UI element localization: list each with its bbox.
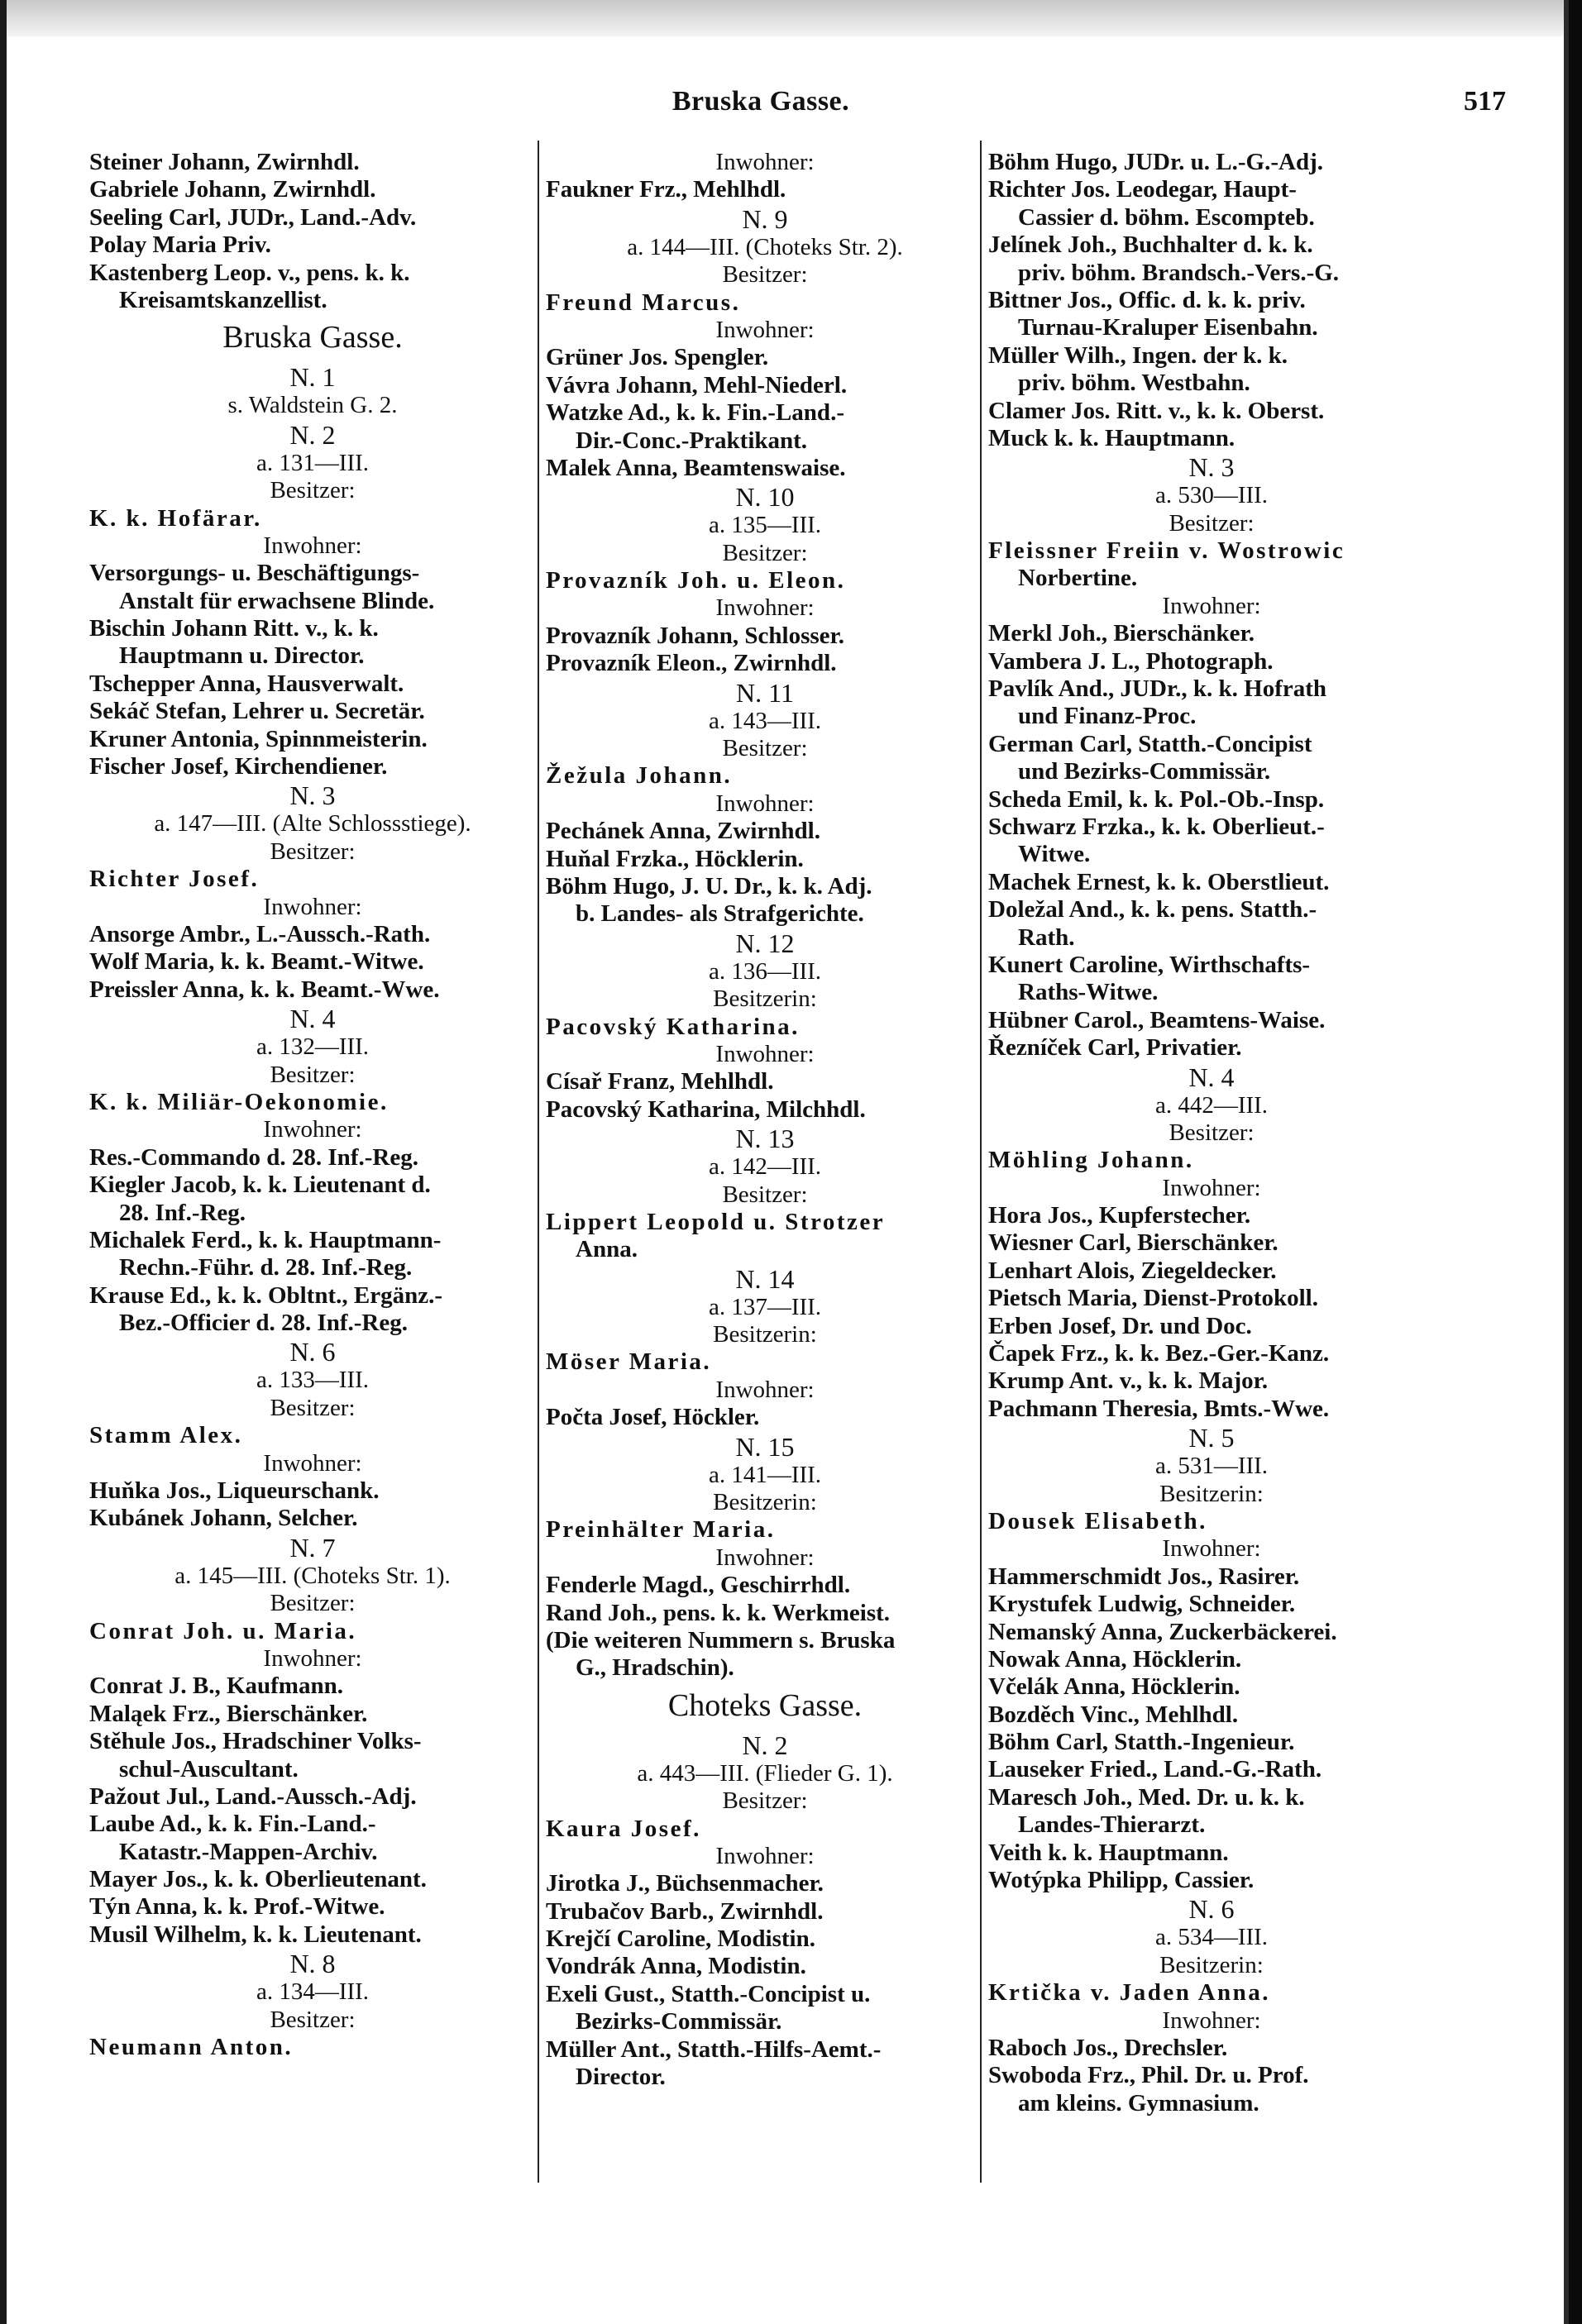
section-label: Besitzerin: xyxy=(713,985,817,1013)
directory-entry-line: Faukner Frz., Mehlhdl. xyxy=(546,176,786,203)
directory-entry-line: Krump Ant. v., k. k. Major. xyxy=(988,1367,1269,1395)
directory-entry-line: Versorgungs- u. Beschäftigungs- xyxy=(89,560,420,587)
house-number: N. 12 xyxy=(735,928,795,958)
owner-name: Möhling Johann. xyxy=(988,1147,1194,1174)
directory-entry-line: am kleins. Gymnasium. xyxy=(1018,2089,1259,2116)
directory-entry-line: Ansorge Ambr., L.-Aussch.-Rath. xyxy=(89,920,431,947)
owner-name: Dousek Elisabeth. xyxy=(988,1507,1207,1534)
directory-column-1 xyxy=(89,149,536,2061)
section-label: a. 144—III. (Choteks Str. 2). xyxy=(627,233,903,260)
section-label: Inwohner: xyxy=(263,1449,362,1477)
section-label: Besitzer: xyxy=(722,735,808,762)
section-label: a. 534—III. xyxy=(1154,1924,1269,1951)
directory-entry-line: Pechánek Anna, Zwirnhdl. xyxy=(546,818,820,845)
column-rule-left xyxy=(538,141,539,2183)
directory-entry-line: Wotýpka Philipp, Cassier. xyxy=(988,1867,1255,1894)
directory-entry-line: Anna. xyxy=(576,1236,638,1263)
section-label: Besitzer: xyxy=(270,477,356,504)
section-label: Besitzer: xyxy=(722,261,808,289)
directory-entry-line: Schwarz Frzka., k. k. Oberlieut.- xyxy=(988,813,1325,840)
directory-entry-line: Grüner Jos. Spengler. xyxy=(546,344,769,371)
directory-entry-line: Hora Jos., Kupferstecher. xyxy=(988,1202,1251,1229)
house-number: N. 11 xyxy=(736,677,794,708)
directory-entry-line: Wolf Maria, k. k. Beamt.-Witwe. xyxy=(89,948,424,976)
directory-entry-line: Erben Josef, Dr. und Doc. xyxy=(988,1312,1252,1339)
directory-entry-line: Nowak Anna, Höcklerin. xyxy=(988,1645,1242,1673)
house-number: N. 13 xyxy=(735,1124,795,1154)
section-label: Inwohner: xyxy=(1162,2007,1261,2034)
directory-entry-line: Hauptmann u. Director. xyxy=(119,642,365,670)
section-label: a. 145—III. (Choteks Str. 1). xyxy=(174,1562,451,1589)
house-number: N. 4 xyxy=(289,1004,336,1034)
directory-entry-line: Huňal Frzka., Höcklerin. xyxy=(546,845,804,872)
section-label: a. 131—III. xyxy=(256,449,370,476)
directory-entry-line: Böhm Hugo, JUDr. u. L.-G.-Adj. xyxy=(988,149,1323,175)
house-number: N. 2 xyxy=(289,419,336,450)
section-label: Inwohner: xyxy=(263,1116,362,1143)
house-number: N. 15 xyxy=(735,1431,795,1462)
directory-entry-line: Scheda Emil, k. k. Pol.-Ob.-Insp. xyxy=(988,785,1325,813)
directory-entry-line: Lenhart Alois, Ziegeldecker. xyxy=(988,1257,1277,1284)
section-label: a. 136—III. xyxy=(708,957,822,985)
section-label: Inwohner: xyxy=(715,1842,815,1869)
house-number: N. 5 xyxy=(1188,1423,1235,1453)
section-label: Inwohner: xyxy=(715,1544,815,1571)
directory-entry-line: Sekáč Stefan, Lehrer u. Secretär. xyxy=(89,698,425,725)
owner-name: K. k. Miliär-Oekonomie. xyxy=(89,1088,389,1115)
owner-name: Richter Josef. xyxy=(89,866,260,893)
street-heading: Bruska Gasse. xyxy=(222,320,403,356)
directory-entry-line: Kreisamtskanzellist. xyxy=(119,286,327,313)
page-number: 517 xyxy=(1464,86,1506,117)
directory-entry-line: Seeling Carl, JUDr., Land.-Adv. xyxy=(89,203,417,231)
directory-entry-line: Bittner Jos., Offic. d. k. k. priv. xyxy=(988,286,1306,313)
section-label: Besitzerin: xyxy=(1159,1951,1264,1978)
directory-entry-line: Müller Wilh., Ingen. der k. k. xyxy=(988,341,1288,369)
directory-entry-line: Katastr.-Mappen-Archiv. xyxy=(119,1838,378,1865)
directory-entry-line: Rand Joh., pens. k. k. Werkmeist. xyxy=(546,1599,891,1626)
directory-entry-line: Císař Franz, Mehlhdl. xyxy=(546,1068,774,1095)
section-label: Inwohner: xyxy=(715,149,815,175)
section-label: Besitzerin: xyxy=(1159,1480,1264,1507)
directory-entry-line: 28. Inf.-Reg. xyxy=(119,1199,246,1226)
directory-entry-line: Wiesner Carl, Bierschänker. xyxy=(988,1229,1279,1257)
section-label: Besitzer: xyxy=(270,837,356,865)
directory-entry-line: Merkl Joh., Bierschänker. xyxy=(988,620,1255,647)
directory-column-2 xyxy=(546,149,984,2091)
directory-entry-line: Maląek Frz., Bierschänker. xyxy=(89,1700,368,1727)
directory-entry-line: Raboch Jos., Drechsler. xyxy=(988,2035,1228,2061)
directory-entry-line: Počta Josef, Höckler. xyxy=(546,1404,760,1431)
section-label: a. 135—III. xyxy=(708,512,822,539)
section-label: Besitzer: xyxy=(722,1181,808,1208)
directory-entry-line: G., Hradschin). xyxy=(576,1654,734,1682)
section-label: a. 531—III. xyxy=(1154,1453,1269,1480)
directory-entry-line: Trubačov Barb., Zwirnhdl. xyxy=(546,1897,824,1925)
directory-entry-line: Bozděch Vinc., Mehlhdl. xyxy=(988,1701,1239,1728)
directory-entry-line: Watzke Ad., k. k. Fin.-Land.- xyxy=(546,399,844,427)
directory-entry-line: Richter Jos. Leodegar, Haupt- xyxy=(988,176,1297,203)
house-number: N. 4 xyxy=(1188,1062,1235,1092)
directory-entry-line: Kastenberg Leop. v., pens. k. k. xyxy=(89,259,410,286)
directory-entry-line: Vondrák Anna, Modistin. xyxy=(546,1953,806,1980)
page-left-edge xyxy=(0,0,7,2324)
directory-entry-line: Fenderle Magd., Geschirrhdl. xyxy=(546,1572,851,1599)
page-right-edge xyxy=(1564,0,1582,2324)
owner-name: Stamm Alex. xyxy=(89,1422,243,1449)
owner-name: Krtička v. Jaden Anna. xyxy=(988,1979,1271,2007)
directory-entry-line: Rechn.-Führ. d. 28. Inf.-Reg. xyxy=(119,1254,413,1281)
directory-entry-line: Clamer Jos. Ritt. v., k. k. Oberst. xyxy=(988,397,1325,424)
directory-entry-line: Musil Wilhelm, k. k. Lieutenant. xyxy=(89,1921,422,1948)
directory-entry-line: Pachmann Theresia, Bmts.-Wwe. xyxy=(988,1395,1330,1422)
directory-entry-line: Provazník Johann, Schlosser. xyxy=(546,622,844,649)
directory-entry-line: Bezirks-Commissär. xyxy=(576,2008,782,2035)
owner-name: Freund Marcus. xyxy=(546,289,741,316)
section-label: Inwohner: xyxy=(263,893,362,920)
section-label: a. 442—III. xyxy=(1154,1091,1269,1119)
directory-entry-line: Kruner Antonia, Spinnmeisterin. xyxy=(89,725,428,752)
directory-entry-line: Machek Ernest, k. k. Oberstlieut. xyxy=(988,868,1330,895)
directory-entry-line: Cassier d. böhm. Escompteb. xyxy=(1018,203,1315,231)
house-number: N. 1 xyxy=(289,362,336,393)
directory-entry-line: Tschepper Anna, Hausverwalt. xyxy=(89,670,404,697)
section-label: Inwohner: xyxy=(1162,1535,1261,1563)
directory-entry-line: b. Landes- als Strafgerichte. xyxy=(576,900,864,928)
directory-entry-line: Týn Anna, k. k. Prof.-Witwe. xyxy=(89,1893,385,1921)
section-label: Inwohner: xyxy=(715,790,815,817)
directory-entry-line: Kunert Caroline, Wirthschafts- xyxy=(988,951,1311,978)
directory-entry-line: Gabriele Johann, Zwirnhdl. xyxy=(89,176,376,203)
house-number: N. 6 xyxy=(289,1337,336,1367)
running-header-title: Bruska Gasse. xyxy=(672,86,850,117)
owner-name: Pacovský Katharina. xyxy=(546,1013,800,1040)
directory-entry-line: Muck k. k. Hauptmann. xyxy=(988,424,1235,451)
directory-entry-line: und Finanz-Proc. xyxy=(1018,703,1197,730)
owner-name: Conrat Joh. u. Maria. xyxy=(89,1617,357,1644)
owner-name: Möser Maria. xyxy=(546,1348,712,1376)
directory-entry-line: Vambera J. L., Photograph. xyxy=(988,647,1274,675)
house-number: N. 14 xyxy=(735,1263,795,1294)
section-label: Besitzer: xyxy=(270,2006,356,2033)
directory-entry-line: Provazník Eleon., Zwirnhdl. xyxy=(546,650,837,677)
section-label: Inwohner: xyxy=(1162,1174,1261,1201)
owner-name: Neumann Anton. xyxy=(89,2034,294,2061)
section-label: Inwohner: xyxy=(263,532,362,559)
section-label: Inwohner: xyxy=(715,594,815,622)
owner-name: Preinhälter Maria. xyxy=(546,1516,776,1544)
directory-entry-line: Witwe. xyxy=(1018,841,1091,868)
owner-name: Fleissner Freiin v. Wostrowic xyxy=(988,537,1345,565)
directory-entry-line: (Die weiteren Nummern s. Bruska xyxy=(546,1626,896,1654)
directory-entry-line: Laube Ad., k. k. Fin.-Land.- xyxy=(89,1811,376,1838)
section-label: Besitzer: xyxy=(722,539,808,566)
directory-entry-line: Vávra Johann, Mehl-Niederl. xyxy=(546,371,848,398)
directory-entry-line: Polay Maria Priv. xyxy=(89,231,271,259)
directory-entry-line: Turnau-Kraluper Eisenbahn. xyxy=(1018,314,1318,341)
section-label: Besitzerin: xyxy=(713,1321,817,1348)
section-label: Inwohner: xyxy=(715,316,815,343)
house-number: N. 6 xyxy=(1188,1894,1235,1925)
directory-entry-line: Stěhule Jos., Hradschiner Volks- xyxy=(89,1728,422,1755)
directory-entry-line: Fischer Josef, Kirchendiener. xyxy=(89,753,388,780)
directory-entry-line: Landes-Thierarzt. xyxy=(1018,1811,1206,1839)
directory-entry-line: Anstalt für erwachsene Blinde. xyxy=(119,587,435,614)
directory-entry-line: Pacovský Katharina, Milchhdl. xyxy=(546,1095,866,1123)
directory-entry-line: Conrat J. B., Kaufmann. xyxy=(89,1673,343,1700)
section-label: s. Waldstein G. 2. xyxy=(227,392,398,419)
directory-entry-line: Jelínek Joh., Buchhalter d. k. k. xyxy=(988,231,1313,259)
section-label: Besitzer: xyxy=(270,1061,356,1088)
owner-name: K. k. Hofärar. xyxy=(89,504,262,532)
directory-entry-line: Dir.-Conc.-Praktikant. xyxy=(576,427,808,454)
house-number: N. 2 xyxy=(742,1730,788,1760)
directory-entry-line: Hammerschmidt Jos., Rasirer. xyxy=(988,1563,1300,1590)
directory-entry-line: und Bezirks-Commissär. xyxy=(1018,758,1271,785)
directory-entry-line: Doležal And., k. k. pens. Statth.- xyxy=(988,896,1317,923)
directory-entry-line: Pažout Jul., Land.-Aussch.-Adj. xyxy=(89,1782,417,1810)
house-number: N. 3 xyxy=(1188,452,1235,483)
directory-entry-line: Steiner Johann, Zwirnhdl. xyxy=(89,149,360,175)
section-label: Inwohner: xyxy=(715,1376,815,1403)
directory-entry-line: Krystufek Ludwig, Schneider. xyxy=(988,1591,1296,1618)
directory-entry-line: German Carl, Statth.-Concipist xyxy=(988,730,1312,757)
section-label: a. 132—III. xyxy=(256,1033,370,1061)
directory-entry-line: Böhm Carl, Statth.-Ingenieur. xyxy=(988,1729,1295,1756)
section-label: a. 443—III. (Flieder G. 1). xyxy=(637,1759,893,1787)
section-label: Besitzer: xyxy=(270,1590,356,1617)
section-label: Besitzer: xyxy=(1169,1119,1255,1146)
directory-entry-line: Bez.-Officier d. 28. Inf.-Reg. xyxy=(119,1310,408,1337)
directory-entry-line: Včelák Anna, Höcklerin. xyxy=(988,1673,1240,1701)
section-label: Besitzer: xyxy=(270,1394,356,1421)
directory-entry-line: Norbertine. xyxy=(1018,565,1138,592)
section-label: a. 134—III. xyxy=(256,1978,370,2006)
section-label: a. 142—III. xyxy=(708,1153,822,1181)
house-number: N. 7 xyxy=(289,1532,336,1563)
directory-entry-line: Müller Ant., Statth.-Hilfs-Aemt.- xyxy=(546,2035,882,2063)
directory-entry-line: Kiegler Jacob, k. k. Lieutenant d. xyxy=(89,1172,431,1199)
section-label: a. 147—III. (Alte Schlossstiege). xyxy=(154,810,471,837)
street-heading: Choteks Gasse. xyxy=(667,1687,863,1723)
house-number: N. 8 xyxy=(289,1949,336,1979)
directory-entry-line: Michalek Ferd., k. k. Hauptmann- xyxy=(89,1226,442,1253)
directory-entry-line: priv. böhm. Westbahn. xyxy=(1018,370,1250,397)
directory-entry-line: Malek Anna, Beamtenswaise. xyxy=(546,454,846,481)
section-label: Besitzer: xyxy=(1169,509,1255,537)
directory-entry-line: Jirotka J., Büchsenmacher. xyxy=(546,1870,824,1897)
section-label: Besitzer: xyxy=(722,1787,808,1815)
directory-entry-line: Mayer Jos., k. k. Oberlieutenant. xyxy=(89,1866,427,1893)
directory-entry-line: Čapek Frz., k. k. Bez.-Ger.-Kanz. xyxy=(988,1340,1330,1367)
directory-entry-line: Krause Ed., k. k. Obltnt., Ergänz.- xyxy=(89,1281,442,1309)
directory-entry-line: Řezníček Carl, Privatier. xyxy=(988,1034,1242,1062)
section-label: a. 530—III. xyxy=(1154,482,1269,509)
directory-entry-line: Preissler Anna, k. k. Beamt.-Wwe. xyxy=(89,976,440,1003)
section-label: Inwohner: xyxy=(1162,592,1261,619)
house-number: N. 9 xyxy=(742,203,788,234)
directory-entry-line: Hübner Carol., Beamtens-Waise. xyxy=(988,1006,1326,1033)
directory-entry-line: Krejčí Caroline, Modistin. xyxy=(546,1926,815,1953)
directory-entry-line: Nemanský Anna, Zuckerbäckerei. xyxy=(988,1618,1337,1645)
directory-entry-line: Res.-Commando d. 28. Inf.-Reg. xyxy=(89,1143,418,1171)
directory-entry-line: Pietsch Maria, Dienst-Protokoll. xyxy=(988,1285,1318,1312)
page-top-shadow xyxy=(7,0,1564,36)
section-label: a. 141—III. xyxy=(708,1461,822,1488)
directory-entry-line: Pavlík And., JUDr., k. k. Hofrath xyxy=(988,675,1327,703)
directory-entry-line: Exeli Gust., Statth.-Concipist u. xyxy=(546,1980,871,2007)
section-label: Inwohner: xyxy=(263,1644,362,1672)
owner-name: Kaura Josef. xyxy=(546,1815,701,1842)
directory-entry-line: Swoboda Frz., Phil. Dr. u. Prof. xyxy=(988,2062,1309,2089)
house-number: N. 3 xyxy=(289,780,336,811)
section-label: a. 143—III. xyxy=(708,707,822,734)
directory-entry-line: Director. xyxy=(576,2064,666,2091)
owner-name: Provazník Joh. u. Eleon. xyxy=(546,567,846,594)
section-label: Besitzerin: xyxy=(713,1489,817,1516)
directory-entry-line: Veith k. k. Hauptmann. xyxy=(988,1839,1229,1866)
directory-entry-line: Rath. xyxy=(1018,923,1075,951)
owner-name: Žežula Johann. xyxy=(546,762,733,790)
directory-entry-line: Maresch Joh., Med. Dr. u. k. k. xyxy=(988,1783,1305,1811)
owner-name: Lippert Leopold u. Strotzer xyxy=(546,1208,886,1235)
directory-entry-line: Böhm Hugo, J. U. Dr., k. k. Adj. xyxy=(546,872,872,900)
directory-column-3 xyxy=(988,149,1435,2117)
section-label: Inwohner: xyxy=(715,1040,815,1067)
directory-entry-line: Kubánek Johann, Selcher. xyxy=(89,1505,358,1532)
directory-entry-line: Huňka Jos., Liqueurschank. xyxy=(89,1477,380,1505)
directory-entry-line: Raths-Witwe. xyxy=(1018,979,1159,1006)
directory-entry-line: priv. böhm. Brandsch.-Vers.-G. xyxy=(1018,259,1340,286)
house-number: N. 10 xyxy=(735,482,795,513)
directory-entry-line: Bischin Johann Ritt. v., k. k. xyxy=(89,615,379,642)
section-label: a. 133—III. xyxy=(256,1367,370,1394)
directory-entry-line: Lauseker Fried., Land.-G.-Rath. xyxy=(988,1756,1322,1783)
directory-entry-line: schul-Auscultant. xyxy=(119,1755,299,1782)
section-label: a. 137—III. xyxy=(708,1293,822,1320)
